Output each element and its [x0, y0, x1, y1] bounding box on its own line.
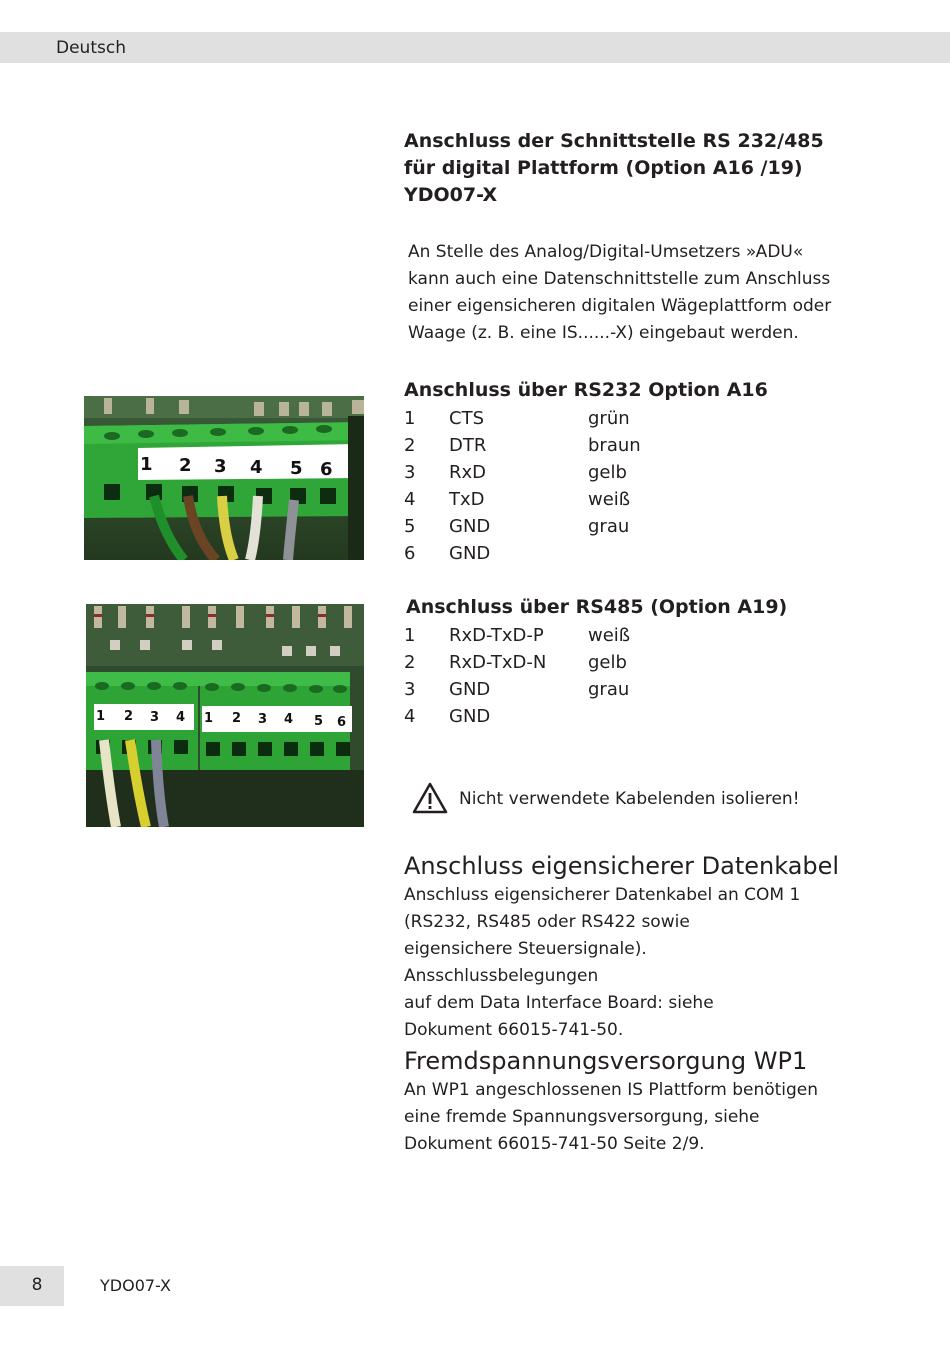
title-line: für digital Plattform (Option A16 /19) [404, 157, 803, 179]
terminal-label: 4 [284, 712, 294, 727]
warning-note [412, 782, 832, 816]
terminal-label: 3 [150, 710, 160, 725]
photo-rs485-terminal [86, 604, 364, 827]
pin-number: 1 [404, 625, 416, 646]
terminal-label: 4 [176, 710, 186, 725]
pin-number: 3 [404, 462, 416, 483]
page-number: 8 [31, 1275, 43, 1295]
pin-number: 4 [404, 489, 416, 510]
terminal-label: 5 [290, 458, 303, 479]
terminal-label: 2 [232, 711, 242, 726]
terminal-label: 1 [96, 709, 106, 724]
signal-name: GND [449, 679, 491, 700]
rs232-table [404, 377, 844, 567]
wire-color: grün [588, 408, 630, 429]
paragraph-line: An Stelle des Analog/Digital-Umsetzers »ADU« [408, 242, 804, 262]
table-row [404, 676, 844, 703]
rs232-title: Anschluss über RS232 Option A16 [404, 379, 768, 401]
paragraph-line: Waage (z. B. eine IS......-X) eingebaut werden. [408, 323, 799, 343]
terminal-label: 2 [179, 455, 192, 476]
wire-color: gelb [588, 652, 627, 673]
paragraph-line: einer eigensicheren digitalen Wägeplattform oder [408, 296, 832, 316]
photo-rs232-terminal [84, 396, 364, 560]
title-line: YDO07-X [404, 184, 498, 206]
terminal-label: 1 [204, 711, 214, 726]
warning-triangle-icon [412, 782, 448, 814]
section-title: Anschluss eigensicherer Datenkabel [404, 852, 840, 880]
wire-color: weiß [588, 625, 631, 646]
terminal-label: 2 [124, 709, 134, 724]
table-row [404, 432, 844, 459]
terminal-label: 3 [214, 456, 227, 477]
table-row [404, 540, 844, 567]
signal-name: DTR [449, 435, 487, 456]
signal-name: GND [449, 706, 491, 727]
terminal-label: 1 [140, 454, 153, 475]
table-row [404, 622, 844, 649]
signal-name: RxD [449, 462, 487, 483]
paragraph-line: (RS232, RS485 oder RS422 sowie [404, 912, 690, 932]
terminal-label: 5 [314, 714, 324, 729]
paragraph-line: kann auch eine Datenschnittstelle zum Anschluss [408, 269, 831, 289]
table-row [404, 649, 844, 676]
pin-number: 6 [404, 543, 416, 564]
intro-paragraph [408, 239, 848, 347]
footer-doc-code: YDO07-X [100, 1276, 171, 1295]
signal-name: RxD-TxD-N [449, 652, 547, 673]
paragraph-line: auf dem Data Interface Board: siehe [404, 993, 714, 1013]
paragraph-line: eigensichere Steuersignale). Ansschlussbelegungen [404, 939, 647, 986]
rs485-title: Anschluss über RS485 (Option A19) [406, 596, 788, 618]
title-line: Anschluss der Schnittstelle RS 232/485 [404, 130, 824, 152]
signal-name: RxD-TxD-P [449, 625, 544, 646]
signal-name: CTS [449, 408, 484, 429]
language-label: Deutsch [56, 38, 126, 58]
section-title: Fremdspannungsversorgung WP1 [404, 1047, 808, 1075]
section-wp1 [404, 1045, 844, 1158]
paragraph-line: eine fremde Spannungsversorgung, siehe [404, 1107, 760, 1127]
paragraph-line: Anschluss eigensicherer Datenkabel an COM 1 [404, 885, 801, 905]
signal-name: TxD [449, 489, 485, 510]
table-row [404, 703, 844, 730]
pin-number: 2 [404, 435, 416, 456]
wire-color: braun [588, 435, 641, 456]
terminal-label: 4 [250, 457, 263, 478]
wire-color: gelb [588, 462, 627, 483]
warning-text: Nicht verwendete Kabelenden isolieren! [459, 789, 800, 809]
terminal-label: 6 [320, 459, 333, 480]
wire-color: grau [588, 679, 630, 700]
table-row [404, 405, 844, 432]
signal-name: GND [449, 516, 491, 537]
table-row [404, 459, 844, 486]
header-bar [0, 32, 950, 63]
section-data-cable [404, 850, 844, 1044]
rs485-table [404, 594, 844, 730]
table-row [404, 513, 844, 540]
wire-color: weiß [588, 489, 631, 510]
pin-number: 4 [404, 706, 416, 727]
signal-name: GND [449, 543, 491, 564]
paragraph-line: An WP1 angeschlossenen IS Plattform benötigen [404, 1080, 819, 1100]
table-row [404, 486, 844, 513]
paragraph-line: Dokument 66015-741-50. [404, 1020, 624, 1040]
pin-number: 3 [404, 679, 416, 700]
pin-number: 2 [404, 652, 416, 673]
paragraph-line: Dokument 66015-741-50 Seite 2/9. [404, 1134, 705, 1154]
wire-color: grau [588, 516, 630, 537]
section-title-interface [404, 128, 844, 209]
terminal-label: 6 [337, 715, 347, 730]
terminal-label: 3 [258, 712, 268, 727]
pin-number: 1 [404, 408, 416, 429]
pin-number: 5 [404, 516, 416, 537]
